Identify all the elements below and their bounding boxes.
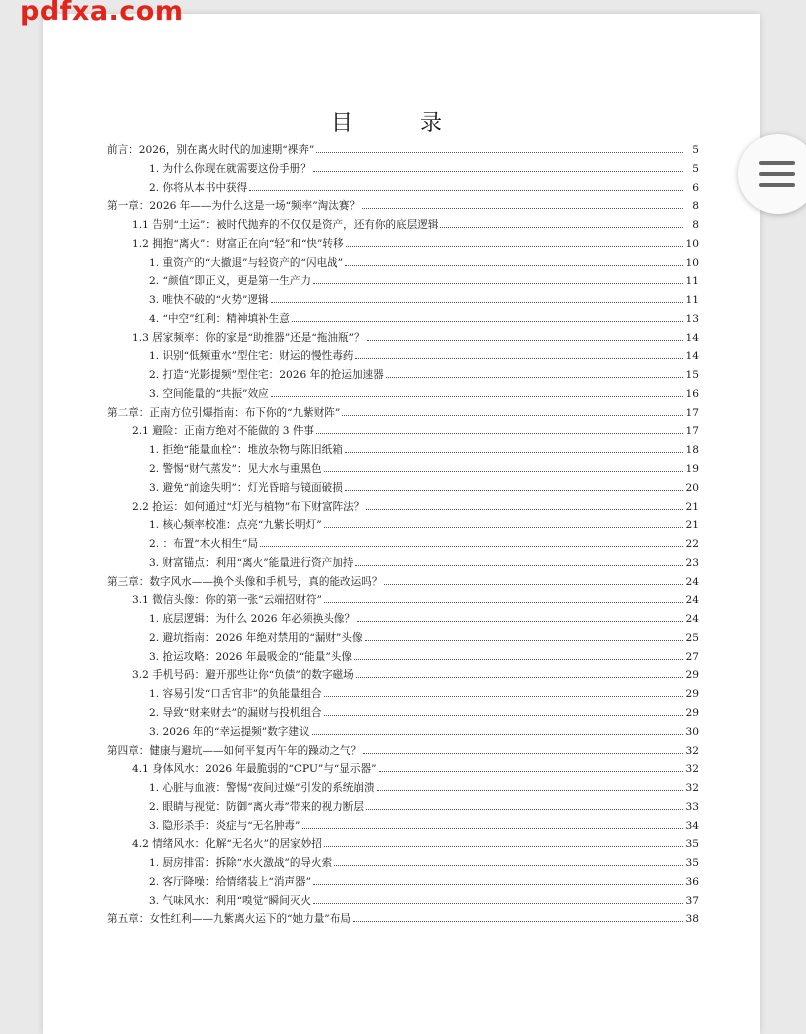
toc-subsection-row[interactable] bbox=[107, 818, 699, 837]
toc-entry-label: 3. 隐形杀手：炎症与“无名肿毒” bbox=[149, 819, 301, 832]
toc-leader-dots bbox=[324, 526, 683, 528]
toc-entry-label: 2. 你将从本书中获得 bbox=[149, 181, 248, 194]
toc-subsection-row[interactable] bbox=[107, 517, 699, 536]
toc-page-number: 29 bbox=[685, 688, 699, 701]
toc-subsection-row[interactable] bbox=[107, 705, 699, 724]
toc-page-number: 8 bbox=[692, 200, 699, 213]
toc-page-number: 23 bbox=[685, 556, 699, 569]
toc-page-number: 21 bbox=[685, 500, 699, 513]
toc-page-number: 22 bbox=[685, 538, 699, 551]
toc-entry-label: 1.1 告别“土运”：被时代抛弃的不仅仅是资产，还有你的底层逻辑 bbox=[132, 219, 439, 232]
toc-subsection-row[interactable] bbox=[107, 161, 699, 180]
toc-page-number: 20 bbox=[685, 481, 699, 494]
toc-leader-dots bbox=[440, 226, 683, 228]
toc-page-number: 18 bbox=[685, 444, 699, 457]
toc-subsection-row[interactable] bbox=[107, 367, 699, 386]
toc-leader-dots bbox=[342, 414, 683, 416]
toc-leader-dots bbox=[260, 545, 683, 547]
toc-entry-label: 3. 避免“前途失明”：灯光昏暗与镜面破损 bbox=[149, 481, 343, 494]
toc-page-number: 32 bbox=[685, 763, 699, 776]
toc-leader-dots bbox=[313, 282, 683, 284]
toc-subsection-row[interactable] bbox=[107, 273, 699, 292]
toc-leader-dots bbox=[365, 639, 683, 641]
toc-page-number: 36 bbox=[685, 875, 699, 888]
toc-entry-label: 2.2 抢运：如何通过“灯光与植物”布下财富阵法？ bbox=[132, 500, 365, 513]
toc-page-number: 38 bbox=[685, 913, 699, 926]
toc-leader-dots bbox=[345, 451, 683, 453]
toc-entry-label: 1. 为什么你现在就需要这份手册？ bbox=[149, 162, 311, 175]
toc-entry-label: 1. 心脏与血液：警惕“夜间过燥”引发的系统崩溃 bbox=[149, 782, 375, 795]
toc-leader-dots bbox=[356, 676, 683, 678]
toc-entry-label: 第五章：女性红利——九紫离火运下的“她力量”布局 bbox=[107, 913, 351, 926]
toc-page-number: 19 bbox=[685, 463, 699, 476]
toc-entry-label: 2. “颜值”即正义，更是第一生产力 bbox=[149, 275, 312, 288]
toc-entry-label: 3. 空间能量的“共振”效应 bbox=[149, 387, 269, 400]
toc-leader-dots bbox=[313, 170, 683, 172]
toc-leader-dots bbox=[377, 789, 683, 791]
toc-entry-label: 2. 导致“财来财去”的漏财与投机组合 bbox=[149, 706, 322, 719]
toc-leader-dots bbox=[354, 658, 683, 660]
toc-entry-label: 2. ：布置“木火相生”局 bbox=[149, 538, 259, 551]
toc-page-number: 14 bbox=[685, 331, 699, 344]
toc-subsection-row[interactable] bbox=[107, 855, 699, 874]
toc-page-number: 32 bbox=[685, 782, 699, 795]
toc-entry-label: 1. 厨房排雷：拆除“水火激战”的导火索 bbox=[149, 857, 333, 870]
toc-page-number: 5 bbox=[692, 144, 699, 156]
toc-entry-label: 2. 打造“光影提频”型住宅：2026 年的抢运加速器 bbox=[149, 369, 384, 382]
toc-section-row[interactable] bbox=[107, 236, 699, 255]
toc-entry-label: 1. 拒绝“能量血栓”：堆放杂物与陈旧纸箱 bbox=[149, 444, 343, 457]
toc-leader-dots bbox=[316, 151, 683, 153]
toc-leader-dots bbox=[379, 770, 684, 772]
toc-page-number: 24 bbox=[685, 613, 699, 626]
toc-subsection-row[interactable] bbox=[107, 442, 699, 461]
toc-leader-dots bbox=[324, 470, 683, 472]
toc-section-row[interactable] bbox=[107, 761, 699, 780]
toc-leader-dots bbox=[357, 620, 683, 622]
toc-page-number: 24 bbox=[685, 594, 699, 607]
toc-leader-dots bbox=[366, 508, 683, 510]
toc-page-number: 5 bbox=[692, 162, 699, 175]
toc-entry-label: 1. 重资产的“大撤退”与轻资产的“闪电战” bbox=[149, 256, 344, 269]
toc-entry-label: 1. 容易引发“口舌官非”的负能量组合 bbox=[149, 688, 322, 701]
toc-subsection-row[interactable] bbox=[107, 630, 699, 649]
toc-page-number: 8 bbox=[692, 219, 699, 232]
toc-page-number: 25 bbox=[685, 631, 699, 644]
toc-section-row[interactable] bbox=[107, 836, 699, 855]
toc-subsection-row[interactable] bbox=[107, 686, 699, 705]
toc-chapter-row[interactable] bbox=[107, 574, 699, 593]
toc-page-number: 21 bbox=[685, 519, 699, 532]
toc-subsection-row[interactable] bbox=[107, 780, 699, 799]
toc-entry-label: 3.2 手机号码：避开那些让你“负债”的数字磁场 bbox=[132, 669, 354, 682]
toc-page-number: 16 bbox=[685, 387, 699, 400]
toc-section-row[interactable] bbox=[107, 217, 699, 236]
toc-page-number: 6 bbox=[692, 181, 699, 194]
toc-section-row[interactable] bbox=[107, 330, 699, 349]
toc-page-number: 17 bbox=[685, 406, 699, 419]
toc-page-number: 24 bbox=[685, 575, 699, 588]
toc-subsection-row[interactable] bbox=[107, 386, 699, 405]
toc-page-number: 35 bbox=[685, 857, 699, 870]
toc-subsection-row[interactable] bbox=[107, 292, 699, 311]
toc-entry-label: 2. 客厅降噪：给情绪装上“消声器” bbox=[149, 875, 312, 888]
toc-entry-label: 2. 避坑指南：2026 年绝对禁用的“漏财”头像 bbox=[149, 631, 363, 644]
toc-leader-dots bbox=[334, 864, 683, 866]
toc-subsection-row[interactable] bbox=[107, 799, 699, 818]
toc-entry-label: 第一章：2026 年——为什么这是一场“频率”淘汰赛？ bbox=[107, 200, 361, 213]
toc-leader-dots bbox=[362, 207, 683, 209]
toc-chapter-row[interactable] bbox=[107, 142, 699, 161]
toc-subsection-row[interactable] bbox=[107, 180, 699, 199]
toc-entry-label: 1. 底层逻辑：为什么 2026 年必须换头像？ bbox=[149, 613, 356, 626]
toc-leader-dots bbox=[367, 339, 683, 341]
toc-leader-dots bbox=[313, 902, 683, 904]
toc-leader-dots bbox=[324, 601, 683, 603]
toc-leader-dots bbox=[313, 883, 683, 885]
toc-page-number: 29 bbox=[685, 706, 699, 719]
toc-entry-label: 3. 2026 年的“幸运提频”数字建议 bbox=[149, 725, 310, 738]
toc-entry-label: 3. 气味风水：利用“嗅觉”瞬间灭火 bbox=[149, 894, 312, 907]
toc-entry-label: 第三章：数字风水——换个头像和手机号，真的能改运吗？ bbox=[107, 575, 383, 588]
toc-subsection-row[interactable] bbox=[107, 348, 699, 367]
toc-chapter-row[interactable] bbox=[107, 405, 699, 424]
toc-entry-label: 前言：2026，别在离火时代的加速期“裸奔” bbox=[107, 144, 315, 156]
toc-leader-dots bbox=[384, 583, 683, 585]
toc-leader-dots bbox=[271, 395, 683, 397]
toc-page-number: 35 bbox=[685, 838, 699, 851]
toc-subsection-row[interactable] bbox=[107, 461, 699, 480]
toc-subsection-row[interactable] bbox=[107, 555, 699, 574]
toc-entry-label: 1. 核心频率校准：点亮“九紫长明灯” bbox=[149, 519, 322, 532]
toc-chapter-row[interactable] bbox=[107, 198, 699, 217]
toc-leader-dots bbox=[271, 301, 683, 303]
toc-leader-dots bbox=[363, 752, 683, 754]
toc-page-number: 13 bbox=[685, 312, 699, 325]
toc-entry-label: 4.1 身体风水：2026 年最脆弱的“CPU”与“显示器” bbox=[132, 763, 377, 776]
toc-page-number: 17 bbox=[685, 425, 699, 438]
toc-entry-label: 3.1 微信头像：你的第一张“云端招财符” bbox=[132, 594, 322, 607]
toc-entry-label: 1. 识别“低频重水”型住宅：财运的慢性毒药 bbox=[149, 350, 354, 363]
table-of-contents bbox=[107, 142, 699, 930]
toc-subsection-row[interactable] bbox=[107, 611, 699, 630]
page-title: 目 录 bbox=[331, 111, 472, 136]
toc-page-number: 10 bbox=[685, 256, 699, 269]
toc-leader-dots bbox=[345, 264, 683, 266]
toc-chapter-row[interactable] bbox=[107, 743, 699, 762]
toc-subsection-row[interactable] bbox=[107, 893, 699, 912]
toc-leader-dots bbox=[316, 432, 683, 434]
toc-page-number: 11 bbox=[685, 294, 699, 307]
toc-subsection-row[interactable] bbox=[107, 874, 699, 893]
watermark-logo: pdfxa.com bbox=[20, 0, 184, 27]
toc-page-number: 15 bbox=[685, 369, 699, 382]
toc-entry-label: 第四章：健康与避坑——如何平复丙午年的躁动之气？ bbox=[107, 744, 362, 757]
toc-entry-label: 2.1 避险：正南方绝对不能做的 3 件事 bbox=[132, 425, 315, 438]
toc-entry-label: 1.2 拥抱“离火”：财富正在向“轻”和“快”转移 bbox=[132, 237, 344, 250]
toc-leader-dots bbox=[366, 808, 683, 810]
toc-section-row[interactable] bbox=[107, 592, 699, 611]
toc-entry-label: 2. 眼睛与视觉：防御“离火毒”带来的视力断层 bbox=[149, 800, 364, 813]
toc-section-row[interactable] bbox=[107, 423, 699, 442]
toc-leader-dots bbox=[324, 845, 683, 847]
toc-leader-dots bbox=[355, 564, 683, 566]
toc-leader-dots bbox=[353, 920, 683, 922]
toc-page-number: 14 bbox=[685, 350, 699, 363]
toc-subsection-row[interactable] bbox=[107, 480, 699, 499]
toc-subsection-row[interactable] bbox=[107, 255, 699, 274]
toc-entry-label: 3. 财富锚点：利用“离火”能量进行资产加持 bbox=[149, 556, 354, 569]
toc-page-number: 34 bbox=[685, 819, 699, 832]
toc-leader-dots bbox=[386, 376, 683, 378]
toc-leader-dots bbox=[346, 245, 683, 247]
toc-leader-dots bbox=[345, 489, 683, 491]
toc-subsection-row[interactable] bbox=[107, 649, 699, 668]
toc-section-row[interactable] bbox=[107, 667, 699, 686]
toc-page-number: 37 bbox=[685, 894, 699, 907]
toc-leader-dots bbox=[324, 695, 683, 697]
toc-leader-dots bbox=[302, 827, 683, 829]
toc-entry-label: 4.2 情绪风水：化解“无名火”的居家妙招 bbox=[132, 838, 322, 851]
toc-page-number: 27 bbox=[685, 650, 699, 663]
toc-subsection-row[interactable] bbox=[107, 311, 699, 330]
document-page bbox=[43, 14, 760, 1034]
toc-entry-label: 3. 唯快不破的“火势”逻辑 bbox=[149, 294, 269, 307]
toc-page-number: 11 bbox=[685, 275, 699, 288]
toc-entry-label: 1.3 居家频率：你的家是“助推器”还是“拖油瓶”？ bbox=[132, 331, 365, 344]
toc-subsection-row[interactable] bbox=[107, 724, 699, 743]
toc-leader-dots bbox=[312, 733, 683, 735]
toc-page-number: 29 bbox=[685, 669, 699, 682]
toc-section-row[interactable] bbox=[107, 499, 699, 518]
toc-page-number: 30 bbox=[685, 725, 699, 738]
toc-entry-label: 2. 警惕“财气蒸发”：见大水与重黑色 bbox=[149, 463, 322, 476]
toc-leader-dots bbox=[292, 320, 683, 322]
toc-page-number: 33 bbox=[685, 800, 699, 813]
toc-entry-label: 4. “中空”红利：精神填补生意 bbox=[149, 312, 290, 325]
toc-leader-dots bbox=[355, 357, 683, 359]
toc-subsection-row[interactable] bbox=[107, 536, 699, 555]
toc-leader-dots bbox=[249, 189, 683, 191]
toc-page-number: 32 bbox=[685, 744, 699, 757]
toc-chapter-row[interactable] bbox=[107, 911, 699, 930]
toc-entry-label: 3. 抢运攻略：2026 年最吸金的“能量”头像 bbox=[149, 650, 352, 663]
toc-leader-dots bbox=[324, 714, 683, 716]
toc-page-number: 10 bbox=[685, 237, 699, 250]
toc-entry-label: 第二章：正南方位引爆指南：布下你的“九紫财阵” bbox=[107, 406, 341, 419]
